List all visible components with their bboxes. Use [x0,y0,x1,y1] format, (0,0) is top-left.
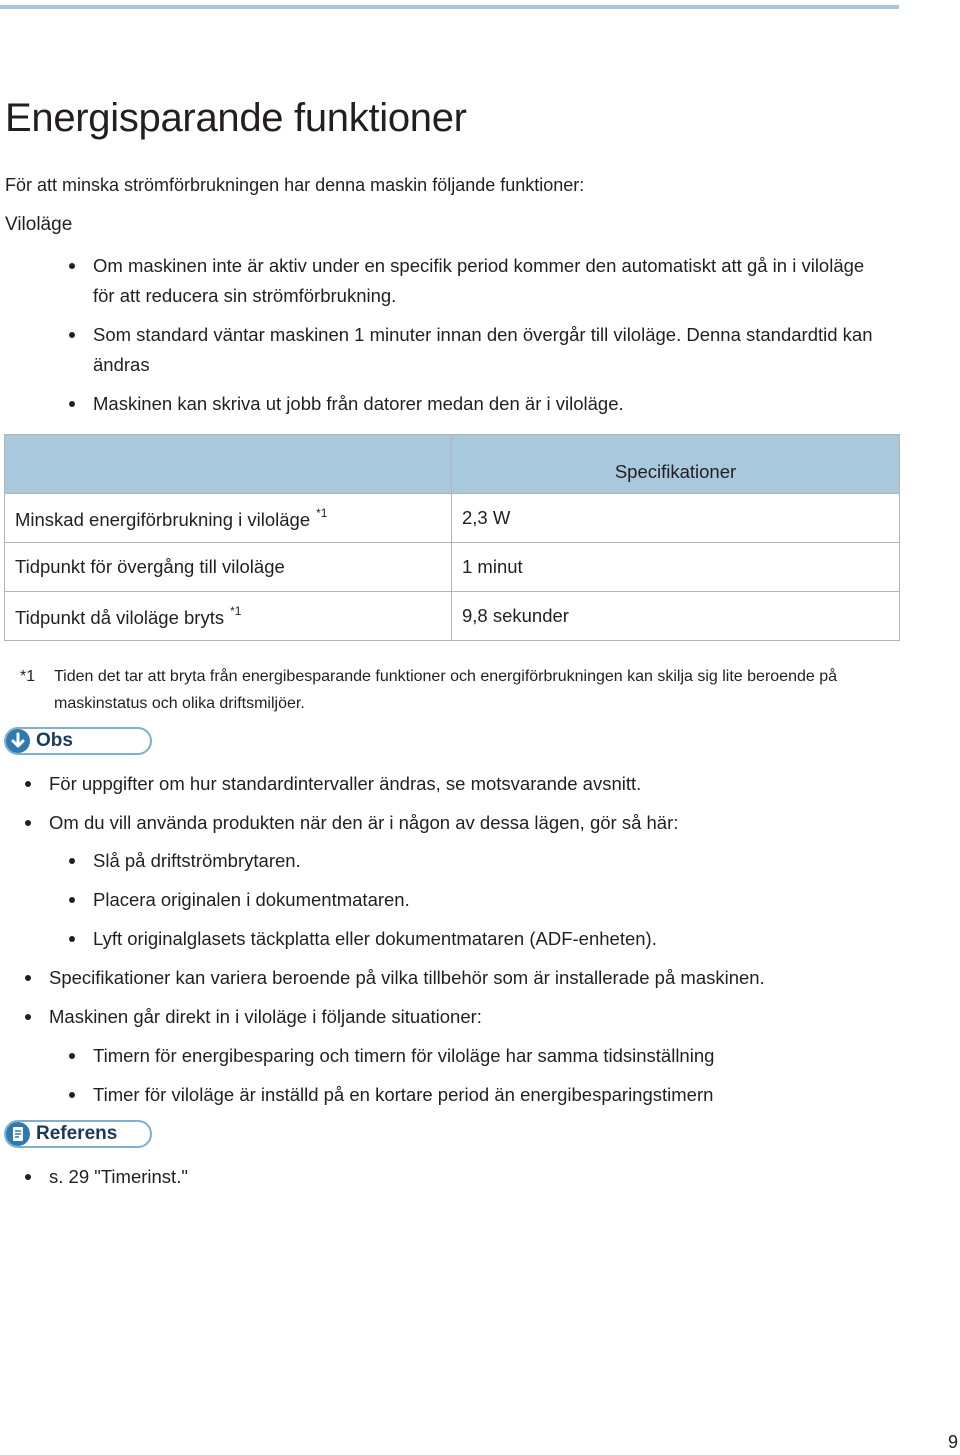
list-item: Timern för energibesparing och timern för viloläge har samma tidsinställning [93,1041,893,1071]
document-icon [6,1122,30,1146]
referens-badge [4,1120,152,1148]
table-row [5,494,900,543]
table-cell-label: Tidpunkt för övergång till viloläge [5,543,452,592]
list-item: Som standard väntar maskinen 1 minuter innan den övergår till viloläge. Denna standardtid kan ändras [93,320,893,380]
down-arrow-icon [6,729,30,753]
table-cell-value: 1 minut [452,543,900,592]
intro-text: För att minska strömförbrukningen har denna maskin följande funktioner: [5,175,585,195]
table-row [5,543,900,592]
footnote [20,663,900,717]
table-cell-value: 2,3 W [452,494,900,543]
list-item: Timer för viloläge är inställd på en kortare period än energibesparingstimern [93,1080,893,1110]
list-item: Lyft originalglasets täckplatta eller dokumentmataren (ADF-enheten). [93,924,873,954]
list-item: Maskinen går direkt in i viloläge i följande situationer: [49,1002,889,1032]
obs-label: Obs [36,730,73,751]
table-header-row [5,435,900,494]
footnote-mark: *1 [20,668,36,685]
table-cell-value: 9,8 sekunder [452,592,900,641]
footnote-ref: *1 [230,603,242,618]
list-item: Om maskinen inte är aktiv under en specifik period kommer den automatiskt att gå in i viloläge för att reducera sin strömförbrukning. [93,251,873,311]
header-rule [0,5,899,9]
obs-badge [4,727,152,755]
list-item: Om du vill använda produkten när den är i någon av dessa lägen, gör så här: [49,808,889,838]
list-item: Maskinen kan skriva ut jobb från datorer medan den är i viloläge. [93,389,893,419]
table-row [5,592,900,641]
list-item: Placera originalen i dokumentmataren. [93,885,873,915]
section-heading: Viloläge [5,214,73,235]
reference-link[interactable]: s. 29 "Timerinst." [49,1162,449,1192]
table-cell-label: Tidpunkt då viloläge bryts $^{*1}$ [5,592,452,641]
table-cell-label: Minskad energiförbrukning i viloläge $^{*1}$ [5,494,452,543]
list-item: Slå på driftströmbrytaren. [93,846,873,876]
page-title: Energisparande funktioner [5,96,467,140]
list-item: Specifikationer kan variera beroende på vilka tillbehör som är installerade på maskinen. [49,963,899,993]
footnote-ref: *1 [316,505,328,520]
footnote-text: Tiden det tar att bryta från energibesparande funktioner och energiförbrukningen kan skilja sig lite beroende på maskinstatus och olika driftsmiljöer. [54,668,838,712]
list-item: För uppgifter om hur standardintervaller ändras, se motsvarande avsnitt. [49,769,889,799]
page-number: 9 [948,1432,959,1452]
spec-table [4,434,900,641]
table-header-empty [5,435,452,494]
table-header-spec: Specifikationer [452,435,900,494]
referens-label: Referens [36,1123,118,1144]
